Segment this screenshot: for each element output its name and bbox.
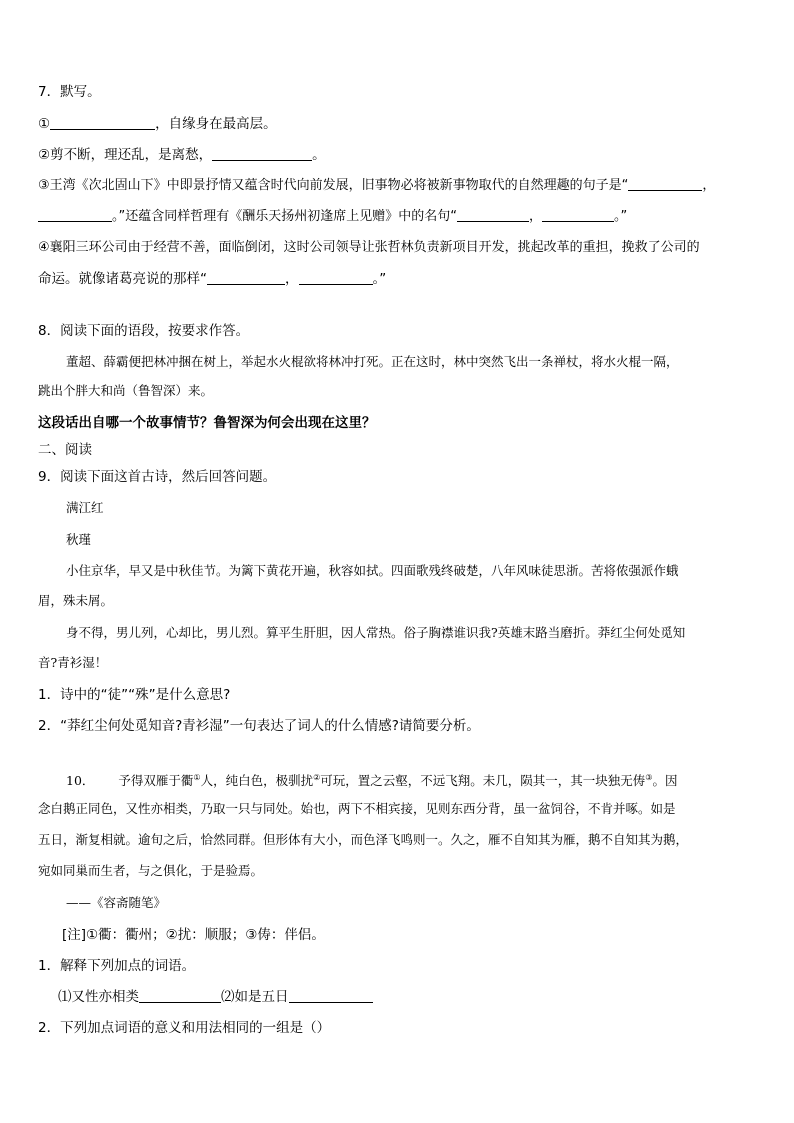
poem-line1: 小住京华，早又是中秋佳节。为篱下黄花开遍，秋容如拭。四面歌残终破楚，八年风味徒思浙。苦将侬强派作蛾 xyxy=(66,563,679,578)
q8-question: 这段话出自哪一个故事情节？鲁智深为何会出现在这里？ xyxy=(38,415,376,431)
q7-line1-suffix: ，自缘身在最高层。 xyxy=(155,116,277,132)
answer-blank xyxy=(212,146,312,161)
item-2: ⑵如是五日 xyxy=(221,989,289,1005)
answer-blank xyxy=(207,270,285,285)
q7-line6 xyxy=(38,269,386,289)
answer-blank xyxy=(289,988,373,1003)
q9-subquestion-1: 1．诗中的“徒”“殊”是什么意思? xyxy=(38,687,231,703)
q10-passage-line1 xyxy=(66,768,677,791)
q7-line3-text: ③王湾《次北固山下》中即景抒情又蕴含时代向前发展，旧事物必将被新事物取代的自然理趣的句子是“ xyxy=(38,178,629,193)
answer-blank xyxy=(50,115,155,130)
section-heading: 二、阅读 xyxy=(38,442,92,458)
q7-title: 7．默写。 xyxy=(38,84,101,100)
q7-line6-end: 。” xyxy=(372,271,387,287)
answer-blank xyxy=(38,207,112,222)
q10-passage-line2: 念白鹅正同色，又性亦相类，乃取一只与同处。始也，两下不相宾接，见则东西分背，虽一盆饲谷，不肯并啄。如是 xyxy=(38,801,676,816)
q7-line2-text: ②剪不断，理还乱，是离愁， xyxy=(38,147,213,163)
q7-line3-end: ， xyxy=(702,178,716,193)
q8-passage-line2: 跳出个胖大和尚（鲁智深）来。 xyxy=(38,383,214,398)
answer-blank xyxy=(299,270,373,285)
q10-subquestion-1: 1．解释下列加点的词语。 xyxy=(38,958,196,974)
q9-title: 9．阅读下面这首古诗，然后回答问题。 xyxy=(38,469,277,485)
q7-line2 xyxy=(38,145,326,165)
q10-source: ——《容斋随笔》 xyxy=(66,895,167,910)
q7-line6-text: 命运。就像诸葛亮说的那样“ xyxy=(38,271,207,287)
answer-blank xyxy=(457,207,529,222)
q7-line2-end: 。 xyxy=(312,147,326,163)
q8-passage-line1: 董超、薛霸便把林冲捆在树上，举起水火棍欲将林冲打死。正在这时，林中突然飞出一条禅杖，将水火棍一隔， xyxy=(66,354,679,369)
q10-subquestion-1-items xyxy=(58,987,373,1007)
q10-text: 人，纯白色，极驯扰 xyxy=(200,773,314,788)
q7-line4-end: 。” xyxy=(614,209,628,224)
q7-line4-comma: ， xyxy=(528,209,542,224)
answer-blank xyxy=(628,176,702,191)
q7-line1 xyxy=(38,114,277,134)
q9-subquestion-2: 2．“莽红尘何处觅知音?青衫湿”一句表达了词人的什么情感?请简要分析。 xyxy=(38,718,480,734)
poem-line2: 眉，殊未屑。 xyxy=(38,593,114,608)
poem-line3: 身不得，男儿列，心却比，男儿烈。算平生肝胆，因人常热。俗子胸襟谁识我?英雄末路当磨折。莽红尘何处觅知 xyxy=(66,625,686,640)
q7-line5: ④襄阳三环公司由于经营不善，面临倒闭，这时公司领导让张哲林负责新项目开发，挑起改革的重担，挽救了公司的 xyxy=(38,240,700,255)
q10-passage-line4: 宛如同巢而生者，与之俱化，于是验焉。 xyxy=(38,863,264,878)
q7-line4-mid: 。”还蕴含同样哲理有《酬乐天扬州初逢席上见赠》中的名句“ xyxy=(112,209,457,224)
q10-notes: [注]①衢：衢州；②扰：顺服；③俦：伴侣。 xyxy=(62,927,325,943)
q10-subquestion-2: 2．下列加点词语的意义和用法相同的一组是（） xyxy=(38,1020,331,1036)
poem-author: 秋瑾 xyxy=(66,532,92,547)
item-1: ⑴又性亦相类 xyxy=(58,989,139,1005)
q10-text: 可玩，置之云壑，不远飞翔。未几，陨其一，其一块独无俦 xyxy=(320,773,646,788)
poem-title: 满江红 xyxy=(66,500,104,515)
footnote-marker: ③ xyxy=(645,773,653,782)
q10-text: 予得双雁于衢 xyxy=(118,773,194,788)
q7-line3 xyxy=(38,176,715,196)
q8-title: 8．阅读下面的语段，按要求作答。 xyxy=(38,323,250,339)
q10-passage-line3: 五日，渐复相就。逾旬之后，恰然同群。但形体有大小，而色泽飞鸣则一。久之，雁不自知其为雁，鹅不自知其为鹅， xyxy=(38,832,689,847)
answer-blank xyxy=(542,207,614,222)
q7-line1-prefix: ① xyxy=(38,116,51,132)
answer-blank xyxy=(139,988,221,1003)
footnote-marker: ② xyxy=(313,773,321,782)
poem-line4: 音?青衫湿！ xyxy=(38,655,108,670)
q7-line4 xyxy=(38,207,627,227)
q10-text: 。因 xyxy=(652,773,678,788)
q7-line6-comma: ， xyxy=(285,271,299,287)
q10-number: 10． xyxy=(66,773,95,788)
footnote-marker: ① xyxy=(193,773,201,782)
